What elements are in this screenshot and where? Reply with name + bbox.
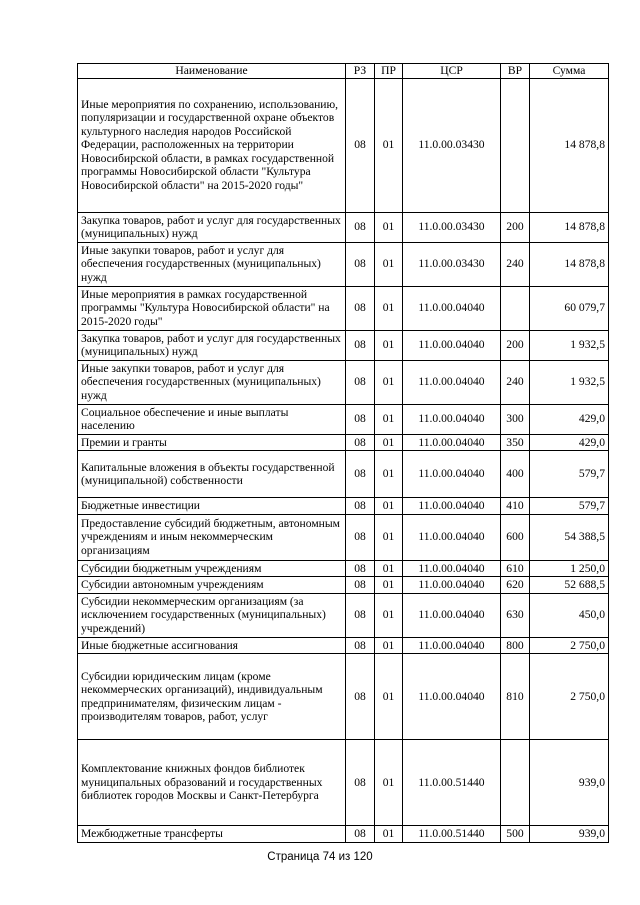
cell-csr: 11.0.00.04040	[403, 286, 501, 330]
cell-rz: 08	[346, 593, 375, 637]
cell-csr: 11.0.00.04040	[403, 404, 501, 434]
cell-sum: 2 750,0	[530, 654, 609, 740]
cell-sum: 939,0	[530, 826, 609, 843]
cell-pr: 01	[375, 593, 403, 637]
cell-sum: 14 878,8	[530, 212, 609, 242]
cell-csr: 11.0.00.04040	[403, 360, 501, 404]
cell-sum: 52 688,5	[530, 577, 609, 594]
cell-pr: 01	[375, 330, 403, 360]
cell-sum: 2 750,0	[530, 637, 609, 654]
cell-sum: 1 932,5	[530, 360, 609, 404]
cell-sum: 1 932,5	[530, 330, 609, 360]
table-row	[78, 78, 609, 212]
cell-vr: 350	[501, 434, 530, 451]
cell-name: Иные закупки товаров, работ и услуг для обеспечения государственных (муниципальных) нужд	[78, 360, 346, 404]
cell-pr: 01	[375, 740, 403, 826]
cell-rz: 08	[346, 78, 375, 212]
table-row	[78, 330, 609, 360]
cell-name: Капитальные вложения в объекты государственной (муниципальной) собственности	[78, 451, 346, 498]
cell-vr: 610	[501, 560, 530, 577]
table-row	[78, 577, 609, 594]
cell-vr: 240	[501, 360, 530, 404]
cell-pr: 01	[375, 451, 403, 498]
cell-rz: 08	[346, 242, 375, 286]
cell-pr: 01	[375, 577, 403, 594]
cell-name: Субсидии бюджетным учреждениям	[78, 560, 346, 577]
cell-vr: 500	[501, 826, 530, 843]
cell-vr: 400	[501, 451, 530, 498]
budget-table	[77, 63, 609, 843]
cell-sum: 579,7	[530, 451, 609, 498]
cell-csr: 11.0.00.51440	[403, 740, 501, 826]
cell-csr: 11.0.00.04040	[403, 593, 501, 637]
cell-rz: 08	[346, 654, 375, 740]
header-csr: ЦСР	[403, 64, 501, 79]
header-rz: РЗ	[346, 64, 375, 79]
table-row	[78, 826, 609, 843]
cell-pr: 01	[375, 434, 403, 451]
cell-name: Иные мероприятия в рамках государственной программы "Культура Новосибирской области" на 2015-2020 годы"	[78, 286, 346, 330]
cell-pr: 01	[375, 404, 403, 434]
cell-name: Закупка товаров, работ и услуг для государственных (муниципальных) нужд	[78, 212, 346, 242]
cell-rz: 08	[346, 330, 375, 360]
cell-rz: 08	[346, 826, 375, 843]
cell-vr: 600	[501, 514, 530, 560]
cell-rz: 08	[346, 560, 375, 577]
cell-sum: 14 878,8	[530, 78, 609, 212]
header-sum: Сумма	[530, 64, 609, 79]
cell-vr	[501, 740, 530, 826]
cell-sum: 429,0	[530, 434, 609, 451]
header-pr: ПР	[375, 64, 403, 79]
cell-vr: 630	[501, 593, 530, 637]
table-row	[78, 593, 609, 637]
table-row	[78, 242, 609, 286]
cell-csr: 11.0.00.04040	[403, 577, 501, 594]
cell-pr: 01	[375, 826, 403, 843]
cell-csr: 11.0.00.04040	[403, 637, 501, 654]
cell-name: Иные закупки товаров, работ и услуг для обеспечения государственных (муниципальных) нужд	[78, 242, 346, 286]
table-row	[78, 654, 609, 740]
cell-vr: 810	[501, 654, 530, 740]
cell-vr: 800	[501, 637, 530, 654]
table-row	[78, 637, 609, 654]
cell-csr: 11.0.00.04040	[403, 330, 501, 360]
cell-pr: 01	[375, 360, 403, 404]
table-body	[78, 78, 609, 842]
cell-sum: 429,0	[530, 404, 609, 434]
cell-sum: 14 878,8	[530, 242, 609, 286]
table-row	[78, 286, 609, 330]
cell-name: Комплектование книжных фондов библиотек муниципальных образований и государственных библиотек городов Москвы и Санкт-Петербурга	[78, 740, 346, 826]
header-name: Наименование	[78, 64, 346, 79]
cell-pr: 01	[375, 498, 403, 515]
cell-name: Субсидии юридическим лицам (кроме некоммерческих организаций), индивидуальным предпринимателям, физическим лицам - производителям товаров, работ, услуг	[78, 654, 346, 740]
cell-vr: 300	[501, 404, 530, 434]
cell-sum: 54 388,5	[530, 514, 609, 560]
page-footer: Страница 74 из 120	[267, 851, 373, 863]
cell-csr: 11.0.00.03430	[403, 242, 501, 286]
table-row	[78, 434, 609, 451]
cell-pr: 01	[375, 637, 403, 654]
cell-sum: 60 079,7	[530, 286, 609, 330]
cell-rz: 08	[346, 212, 375, 242]
cell-rz: 08	[346, 286, 375, 330]
cell-name: Субсидии автономным учреждениям	[78, 577, 346, 594]
cell-name: Социальное обеспечение и иные выплаты населению	[78, 404, 346, 434]
cell-pr: 01	[375, 514, 403, 560]
cell-rz: 08	[346, 360, 375, 404]
cell-pr: 01	[375, 560, 403, 577]
cell-rz: 08	[346, 637, 375, 654]
cell-name: Межбюджетные трансферты	[78, 826, 346, 843]
table-row	[78, 514, 609, 560]
cell-rz: 08	[346, 498, 375, 515]
cell-pr: 01	[375, 654, 403, 740]
cell-rz: 08	[346, 404, 375, 434]
table-row	[78, 498, 609, 515]
cell-sum: 1 250,0	[530, 560, 609, 577]
cell-sum: 450,0	[530, 593, 609, 637]
cell-csr: 11.0.00.03430	[403, 78, 501, 212]
table-row	[78, 360, 609, 404]
cell-vr: 200	[501, 212, 530, 242]
cell-pr: 01	[375, 212, 403, 242]
cell-csr: 11.0.00.04040	[403, 434, 501, 451]
cell-csr: 11.0.00.03430	[403, 212, 501, 242]
table-row	[78, 740, 609, 826]
table-row	[78, 560, 609, 577]
cell-rz: 08	[346, 740, 375, 826]
cell-vr: 240	[501, 242, 530, 286]
cell-pr: 01	[375, 78, 403, 212]
cell-name: Субсидии некоммерческим организациям (за исключением государственных (муниципальных) учреждений)	[78, 593, 346, 637]
cell-rz: 08	[346, 514, 375, 560]
cell-sum: 939,0	[530, 740, 609, 826]
cell-rz: 08	[346, 451, 375, 498]
cell-pr: 01	[375, 286, 403, 330]
cell-name: Бюджетные инвестиции	[78, 498, 346, 515]
table-row	[78, 451, 609, 498]
cell-csr: 11.0.00.04040	[403, 654, 501, 740]
cell-name: Иные бюджетные ассигнования	[78, 637, 346, 654]
cell-sum: 579,7	[530, 498, 609, 515]
cell-name: Иные мероприятия по сохранению, использованию, популяризации и государственной охране объектов культурного наследия народов Российской Федерации, расположенных на территории Новосибирской области, в рамках государственной программы Новосибирской области "Культура Новосибирской области" на 2015-2020 годы"	[78, 78, 346, 212]
cell-csr: 11.0.00.04040	[403, 498, 501, 515]
cell-rz: 08	[346, 577, 375, 594]
cell-name: Закупка товаров, работ и услуг для государственных (муниципальных) нужд	[78, 330, 346, 360]
cell-pr: 01	[375, 242, 403, 286]
table-row	[78, 404, 609, 434]
cell-rz: 08	[346, 434, 375, 451]
table-header-row	[78, 64, 609, 79]
cell-vr: 410	[501, 498, 530, 515]
cell-csr: 11.0.00.04040	[403, 451, 501, 498]
cell-csr: 11.0.00.04040	[403, 514, 501, 560]
cell-vr: 620	[501, 577, 530, 594]
cell-csr: 11.0.00.04040	[403, 560, 501, 577]
cell-vr	[501, 286, 530, 330]
header-vr: ВР	[501, 64, 530, 79]
cell-vr: 200	[501, 330, 530, 360]
table-row	[78, 212, 609, 242]
cell-name: Премии и гранты	[78, 434, 346, 451]
cell-vr	[501, 78, 530, 212]
cell-name: Предоставление субсидий бюджетным, автономным учреждениям и иным некоммерческим организациям	[78, 514, 346, 560]
cell-csr: 11.0.00.51440	[403, 826, 501, 843]
